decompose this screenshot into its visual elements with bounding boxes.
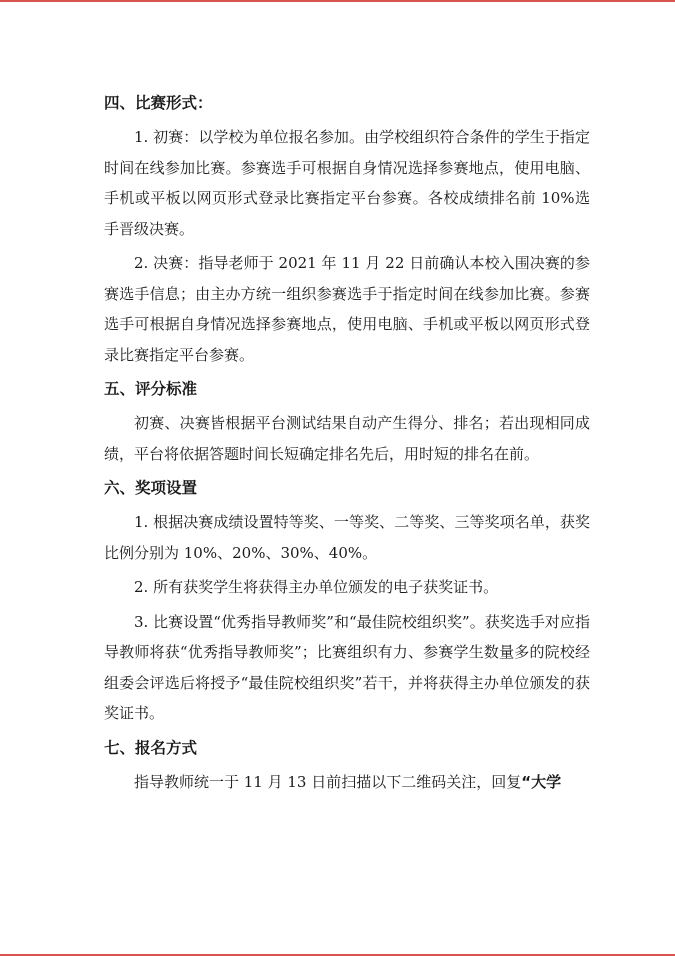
section-awards	[104, 473, 590, 729]
paragraph-registration	[104, 767, 590, 798]
document-page	[104, 88, 590, 801]
registration-text: 指导教师统一于 11 月 13 日前扫描以下二维码关注，回复	[134, 772, 522, 791]
registration-keyword: “大学	[521, 772, 562, 791]
paragraph-final: 2. 决赛：指导老师于 2021 年 11 月 22 日前确认本校入围决赛的参赛选手信息；由主办方统一组织参赛选手于指定时间在线参加比赛。参赛选手可根据自身情况选择参赛地点，使用电脑、手机或平板以网页形式登录比赛指定平台参赛。	[104, 254, 590, 364]
section-heading: 四、比赛形式：	[104, 94, 213, 112]
section-competition-format	[104, 88, 590, 370]
paragraph-certificates: 2. 所有获奖学生将获得主办单位颁发的电子获奖证书。	[134, 578, 499, 596]
paragraph-award-levels: 1. 根据决赛成绩设置特等奖、一等奖、二等奖、三等奖项名单，获奖比例分别为 10%、20%、30%、40%。	[104, 513, 590, 562]
section-heading: 七、报名方式	[104, 738, 198, 757]
section-heading: 六、奖项设置	[104, 479, 198, 497]
paragraph-special-awards: 3. 比赛设置“优秀指导教师奖”和“最佳院校组织奖”。获奖选手对应指导教师将获“优秀指导教师奖”；比赛组织有力、参赛学生数量多的院校经组委会评选后将授予“最佳院校组织奖”若干，并将获得主办单位颁发的获奖证书。	[104, 612, 590, 722]
section-registration	[104, 733, 590, 798]
paragraph-preliminary: 1. 初赛：以学校为单位报名参加。由学校组织符合条件的学生于指定时间在线参加比赛。参赛选手可根据自身情况选择参赛地点，使用电脑、手机或平板以网页形式登录比赛指定平台参赛。各校成绩排名前 10%选手晋级决赛。	[104, 128, 590, 238]
section-heading: 五、评分标准	[104, 380, 198, 398]
page-top-edge	[0, 0, 675, 2]
paragraph-scoring: 初赛、决赛皆根据平台测试结果自动产生得分、排名；若出现相同成绩，平台将依据答题时间长短确定排名先后，用时短的排名在前。	[104, 414, 590, 463]
section-scoring	[104, 374, 590, 469]
